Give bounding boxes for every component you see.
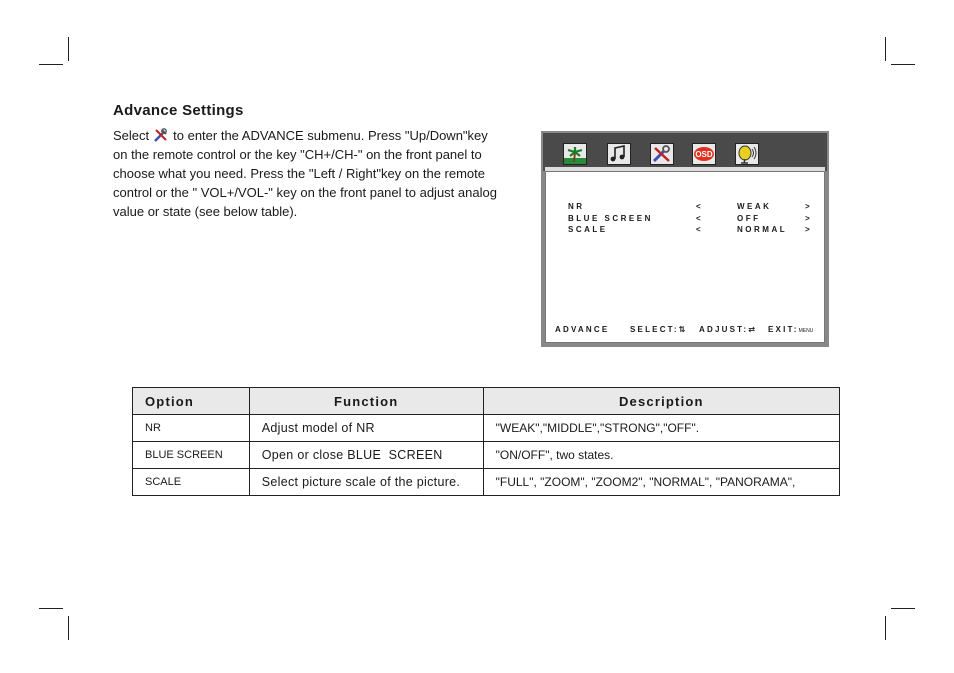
osd-row-left-arrow: < — [696, 202, 704, 211]
picture-palm-icon — [563, 143, 587, 165]
osd-icon-label: OSD — [695, 150, 713, 159]
osd-footer-select — [630, 325, 688, 334]
osd-row-value: OFF — [737, 214, 761, 223]
crop-mark — [68, 37, 69, 61]
intro-text: on the remote control or the key "CH+/CH-" on the front panel to — [113, 147, 482, 162]
osd-icon-bar — [543, 133, 827, 171]
osd-icon — [692, 143, 716, 165]
column-header-description: Description — [483, 388, 839, 415]
table-row — [133, 442, 840, 469]
music-note-icon — [607, 143, 631, 165]
osd-menu-screenshot — [541, 131, 829, 347]
crop-mark — [891, 64, 915, 65]
osd-footer-exit — [768, 325, 813, 334]
crop-mark — [885, 37, 886, 61]
crop-mark — [891, 608, 915, 609]
intro-paragraph — [113, 126, 523, 221]
osd-row-label: NR — [568, 202, 585, 211]
osd-row-right-arrow: > — [805, 225, 813, 234]
osd-row-right-arrow: > — [805, 214, 813, 223]
satellite-dish-icon — [735, 143, 759, 165]
crop-mark — [39, 608, 63, 609]
description-cell: "ON/OFF", two states. — [483, 442, 839, 469]
table-row — [133, 415, 840, 442]
intro-text: choose what you need. Press the "Left / Right"key on the remote — [113, 166, 485, 181]
description-cell: "FULL", "ZOOM", "ZOOM2", "NORMAL", "PANORAMA", — [483, 469, 839, 496]
table-header-row — [133, 388, 840, 415]
function-cell: Select picture scale of the picture. — [249, 469, 483, 496]
osd-footer-title: ADVANCE — [555, 325, 610, 334]
column-header-option: Option — [133, 388, 250, 415]
left-right-icon: ⇄ — [748, 325, 758, 334]
up-down-icon: ⇅ — [678, 325, 688, 334]
osd-row-label: SCALE — [568, 225, 608, 234]
intro-text: to enter the ADVANCE submenu. Press "Up/Down"key — [173, 128, 488, 143]
description-cell: "WEAK","MIDDLE","STRONG","OFF". — [483, 415, 839, 442]
osd-content — [545, 171, 825, 343]
intro-text: control or the " VOL+/VOL-" key on the front panel to adjust analog — [113, 185, 497, 200]
osd-footer-adjust-label: ADJUST: — [699, 325, 749, 334]
option-cell: SCALE — [133, 469, 250, 496]
tools-icon — [650, 143, 674, 165]
osd-row-label: BLUE SCREEN — [568, 214, 653, 223]
osd-footer-adjust — [699, 325, 757, 334]
page-title: Advance Settings — [113, 102, 244, 119]
osd-row-value: NORMAL — [737, 225, 788, 234]
osd-row-left-arrow: < — [696, 225, 704, 234]
osd-row-left-arrow: < — [696, 214, 704, 223]
crop-mark — [68, 616, 69, 640]
function-cell: Open or close BLUE SCREEN — [249, 442, 483, 469]
column-header-function: Function — [249, 388, 483, 415]
options-table — [132, 387, 840, 496]
tools-icon — [153, 127, 169, 143]
option-cell: NR — [133, 415, 250, 442]
osd-row-value: WEAK — [737, 202, 772, 211]
osd-footer-menu-key: MENU — [798, 328, 814, 334]
option-cell: BLUE SCREEN — [133, 442, 250, 469]
osd-row-right-arrow: > — [805, 202, 813, 211]
crop-mark — [885, 616, 886, 640]
function-cell: Adjust model of NR — [249, 415, 483, 442]
crop-mark — [39, 64, 63, 65]
intro-text: Select — [113, 128, 150, 143]
intro-text: value or state (see below table). — [113, 204, 298, 219]
osd-footer-select-label: SELECT: — [630, 325, 679, 334]
table-row — [133, 469, 840, 496]
osd-footer-exit-label: EXIT: — [768, 325, 799, 334]
